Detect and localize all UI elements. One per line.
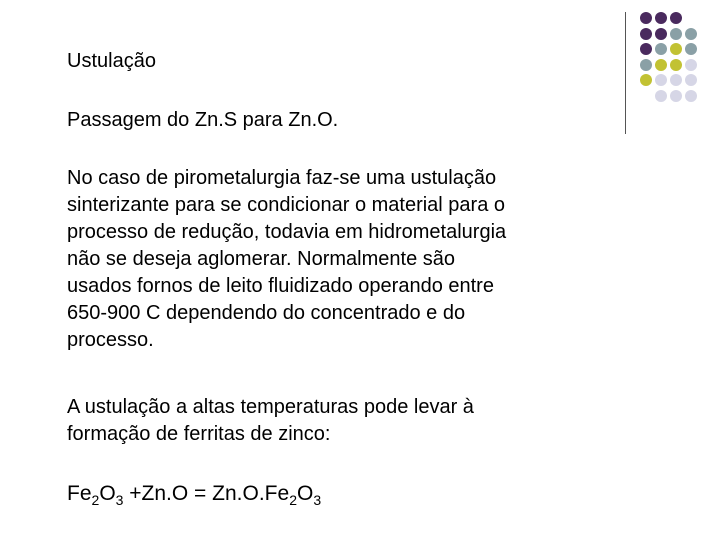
equation-part: O — [99, 482, 116, 505]
decorative-dot — [655, 43, 667, 55]
equation-subscript: 2 — [289, 492, 297, 508]
decorative-dot — [640, 43, 652, 55]
decorative-dot — [670, 28, 682, 40]
decorative-dot — [685, 90, 697, 102]
decorative-dot — [655, 90, 667, 102]
slide-subtitle: Passagem do Zn.S para Zn.O. — [67, 109, 339, 131]
decorative-dot — [655, 59, 667, 71]
decorative-dot — [670, 90, 682, 102]
paragraph-line: não se deseja aglomerar. Normalmente são — [67, 248, 455, 270]
decorative-dot-grid — [640, 12, 720, 122]
decorative-dot — [640, 59, 652, 71]
paragraph-line: No caso de pirometalurgia faz-se uma ustulação — [67, 167, 497, 189]
decorative-dot — [670, 59, 682, 71]
paragraph-line: usados fornos de leito fluidizado operando entre — [67, 275, 494, 297]
decorative-dot — [655, 28, 667, 40]
paragraph-ferritas — [67, 394, 612, 448]
paragraph-line: 650-900 C dependendo do concentrado e do — [67, 302, 466, 324]
chemical-equation — [67, 480, 612, 507]
decorative-dot — [670, 12, 682, 24]
slide-title: Ustulação — [67, 50, 156, 72]
decorative-dot — [640, 74, 652, 86]
equation-subscript: 3 — [313, 492, 322, 508]
decorative-dot — [685, 59, 697, 71]
paragraph-line: formação de ferritas de zinco: — [67, 423, 331, 445]
paragraph-pirometalurgia — [67, 165, 612, 354]
decorative-dot — [655, 12, 667, 24]
decorative-dot — [670, 43, 682, 55]
equation-part: +Zn.O = Zn.O.Fe — [123, 482, 290, 505]
paragraph-line: processo. — [67, 329, 154, 351]
decorative-dot — [685, 43, 697, 55]
decorative-dot — [685, 28, 697, 40]
equation-part: O — [296, 482, 314, 505]
paragraph-line: A ustulação a altas temperaturas pode levar à — [67, 396, 474, 418]
decorative-dot — [685, 74, 697, 86]
decorative-dot — [670, 74, 682, 86]
equation-subscript: 2 — [91, 492, 100, 508]
equation-part: Fe — [67, 482, 92, 505]
paragraph-line: sinterizante para se condicionar o material para o — [67, 194, 506, 216]
decorative-dot — [640, 28, 652, 40]
decorative-dot — [655, 74, 667, 86]
paragraph-line: processo de redução, todavia em hidrometalurgia — [67, 221, 507, 243]
decorative-vertical-line — [625, 12, 626, 134]
decorative-dot — [640, 12, 652, 24]
equation-subscript: 3 — [115, 492, 124, 508]
